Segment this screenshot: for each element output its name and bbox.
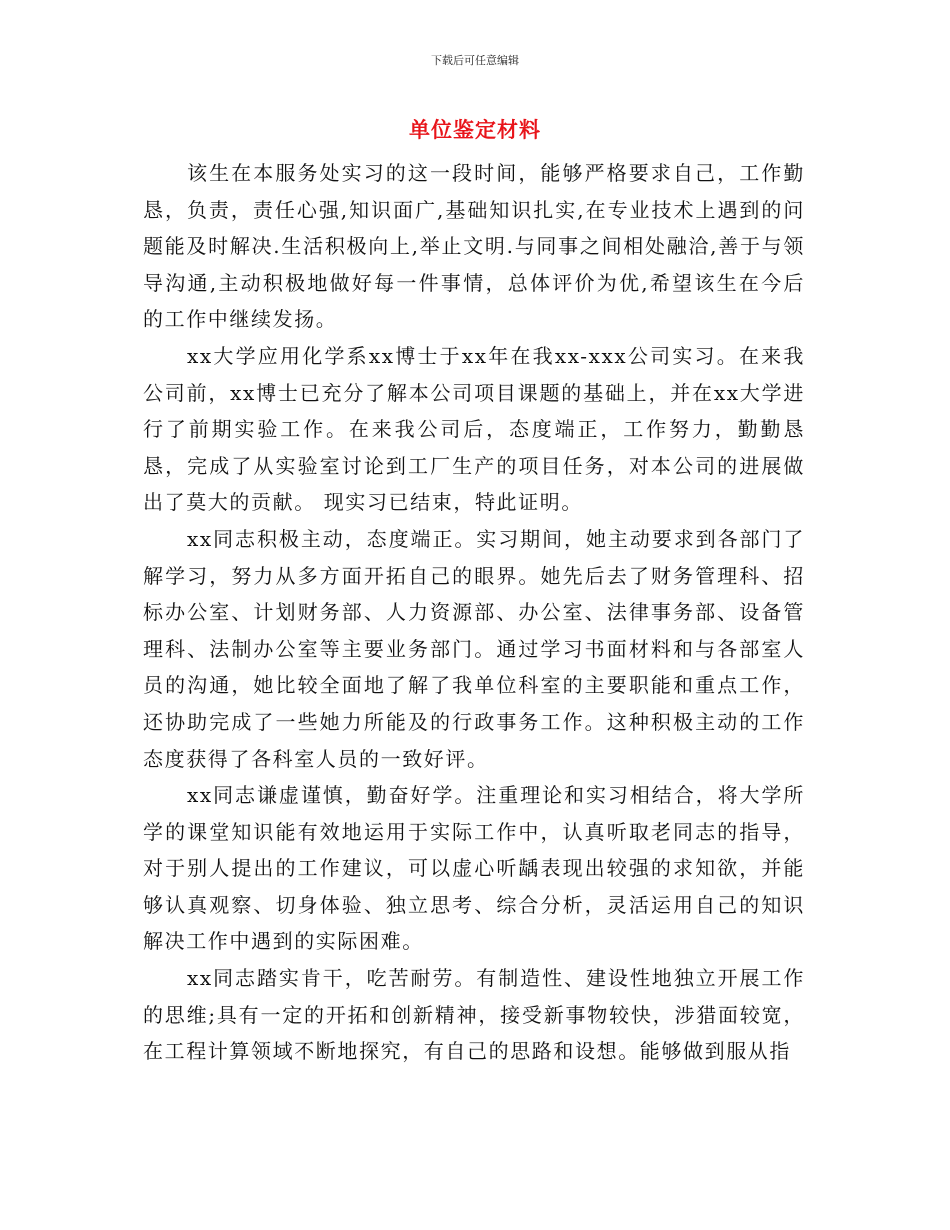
paragraph-1: 该生在本服务处实习的这一段时间，能够严格要求自己，工作勤恳，负责，责任心强,知识面广,基础知识扎实,在专业技术上遇到的问题能及时解决.生活积极向上,举止文明.与同事之间相处融洽,善于与领导沟通,主动积极地做好每一件事情，总体评价为优,希望该生在今后的工作中继续发扬。 — [143, 161, 805, 332]
page-title: 单位鉴定材料 — [409, 118, 541, 142]
document-body — [143, 155, 805, 1070]
paragraph-5: xx同志踏实肯干，吃苦耐劳。有制造性、建设性地独立开展工作的思维;具有一定的开拓和创新精神，接受新事物较快，涉猎面较宽，在工程计算领域不断地探究，有自己的思路和设想。能够做到服从指 — [143, 966, 805, 1064]
paragraph-4: xx同志谦虚谨慎，勤奋好学。注重理论和实习相结合，将大学所学的课堂知识能有效地运用于实际工作中，认真听取老同志的指导，对于别人提出的工作建议，可以虚心听龋表现出较强的求知欲，并能够认真观察、切身体验、独立思考、综合分析，灵活运用自己的知识解决工作中遇到的实际困难。 — [143, 783, 805, 954]
header-note: 下载后可任意编辑 — [431, 54, 519, 67]
paragraph-3: xx同志积极主动，态度端正。实习期间，她主动要求到各部门了解学习，努力从多方面开拓自己的眼界。她先后去了财务管理科、招标办公室、计划财务部、人力资源部、办公室、法律事务部、设备管理科、法制办公室等主要业务部门。通过学习书面材料和与各部室人员的沟通，她比较全面地了解了我单位科室的主要职能和重点工作，还协助完成了一些她力所能及的行政事务工作。这种积极主动的工作态度获得了各科室人员的一致好评。 — [143, 526, 805, 771]
paragraph-2: xx大学应用化学系xx博士于xx年在我xx-xxx公司实习。在来我公司前，xx博士已充分了解本公司项目课题的基础上，并在xx大学进行了前期实验工作。在来我公司后，态度端正，工作努力，勤勤恳恳，完成了从实验室讨论到工厂生产的项目任务，对本公司的进展做出了莫大的贡献。 现实习已结束，特此证明。 — [143, 343, 805, 515]
